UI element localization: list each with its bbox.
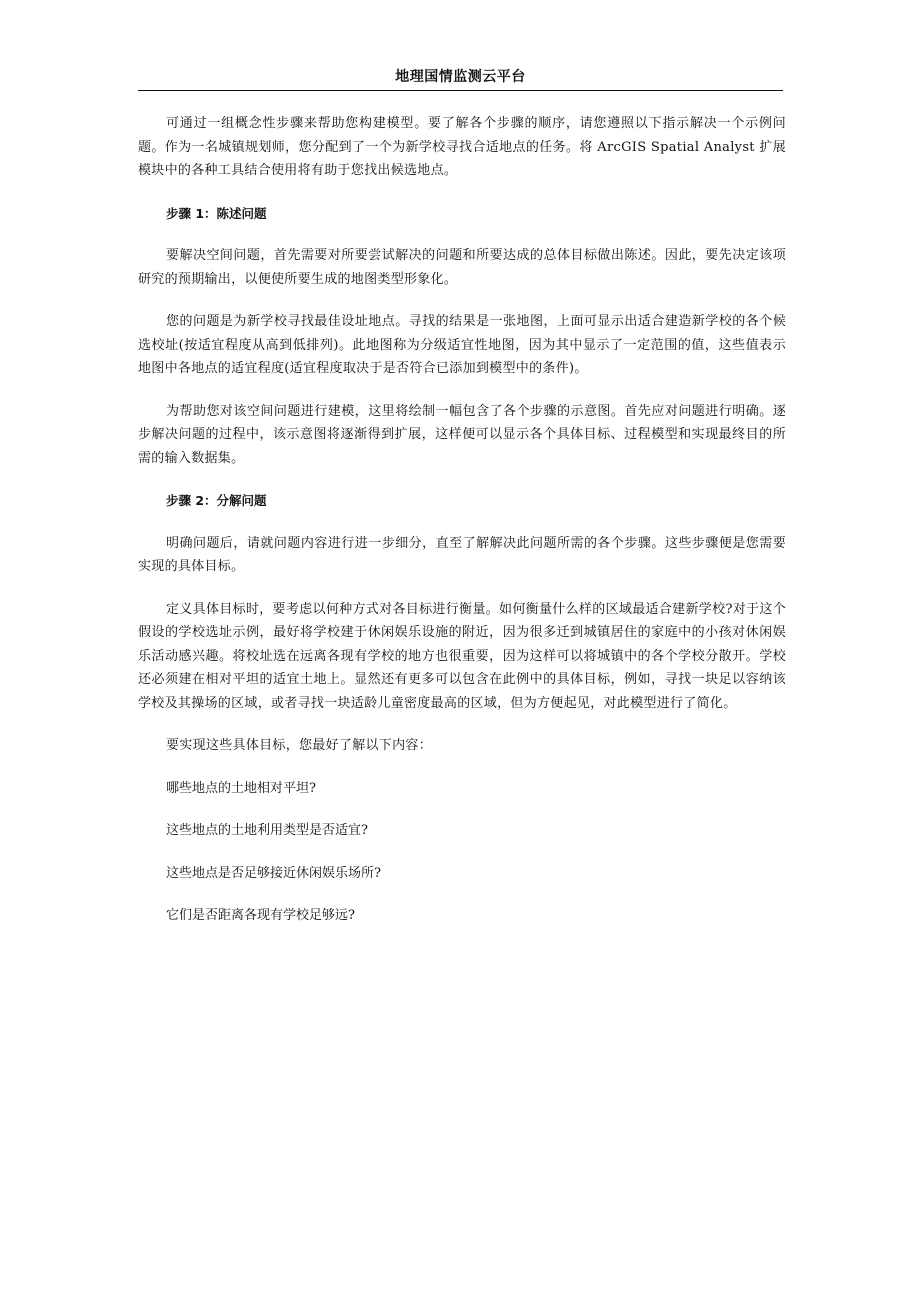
step1-heading: 步骤 1：陈述问题 bbox=[166, 205, 267, 221]
step1-paragraph-2: 您的问题是为新学校寻找最佳设址地点。寻找的结果是一张地图，上面可显示出适合建造新学校的各个候选校址(按适宜程度从高到低排列)。此地图称为分级适宜性地图，因为其中显示了一定范围的值，这些值表示地图中各地点的适宜程度(适宜程度取决于是否符合已添加到模型中的条件)。 bbox=[138, 314, 786, 376]
step2-paragraph-3: 要实现这些具体目标，您最好了解以下内容： bbox=[166, 738, 433, 753]
step2-heading: 步骤 2：分解问题 bbox=[166, 493, 267, 508]
question-item: 它们是否距离各现有学校足够远? bbox=[166, 908, 355, 923]
question-item: 这些地点是否足够接近休闲娱乐场所? bbox=[166, 865, 381, 881]
page-header bbox=[138, 66, 783, 91]
question-item: 哪些地点的土地相对平坦? bbox=[166, 780, 316, 796]
step2-paragraph-2: 定义具体目标时，要考虑以何种方式对各目标进行衡量。如何衡量什么样的区域最适合建新学校?对于这个假设的学校选址示例，最好将学校建于休闲娱乐设施的附近，因为很多迁到城镇居住的家庭中的小孩对休闲娱乐活动感兴趣。将校址选在远离各现有学校的地方也很重要，因为这样可以将城镇中的各个学校分散开。学校还必须建在相对平坦的适宜土地上。显然还有更多可以包含在此例中的具体目标，例如，寻找一块足以容纳该学校及其操场的区域，或者寻找一块适龄儿童密度最高的区域，但为方便起见，对此模型进行了简化。 bbox=[138, 601, 786, 711]
step1-paragraph-1: 要解决空间问题，首先需要对所要尝试解决的问题和所要达成的总体目标做出陈述。因此，要先决定该项研究的预期输出，以便使所要生成的地图类型形象化。 bbox=[138, 248, 786, 287]
header-title: 地理国情监测云平台 bbox=[395, 69, 526, 85]
step1-paragraph-3: 为帮助您对该空间问题进行建模，这里将绘制一幅包含了各个步骤的示意图。首先应对问题进行明确。逐步解决问题的过程中，该示意图将逐渐得到扩展，这样便可以显示各个具体目标、过程模型和实现最终目的所需的输入数据集。 bbox=[138, 403, 786, 466]
question-item: 这些地点的土地利用类型是否适宜? bbox=[166, 823, 368, 838]
document-body bbox=[138, 112, 786, 947]
intro-paragraph: 可通过一组概念性步骤来帮助您构建模型。要了解各个步骤的顺序，请您遵照以下指示解决一个示例问题。作为一名城镇规划师，您分配到了一个为新学校寻找合适地点的任务。将 ArcGIS Spatial Analyst 扩展模块中的各种工具结合使用将有助于您找出候选地点。 bbox=[138, 116, 786, 178]
step2-paragraph-1: 明确问题后，请就问题内容进行进一步细分，直至了解解决此问题所需的各个步骤。这些步骤便是您需要实现的具体目标。 bbox=[138, 535, 786, 574]
